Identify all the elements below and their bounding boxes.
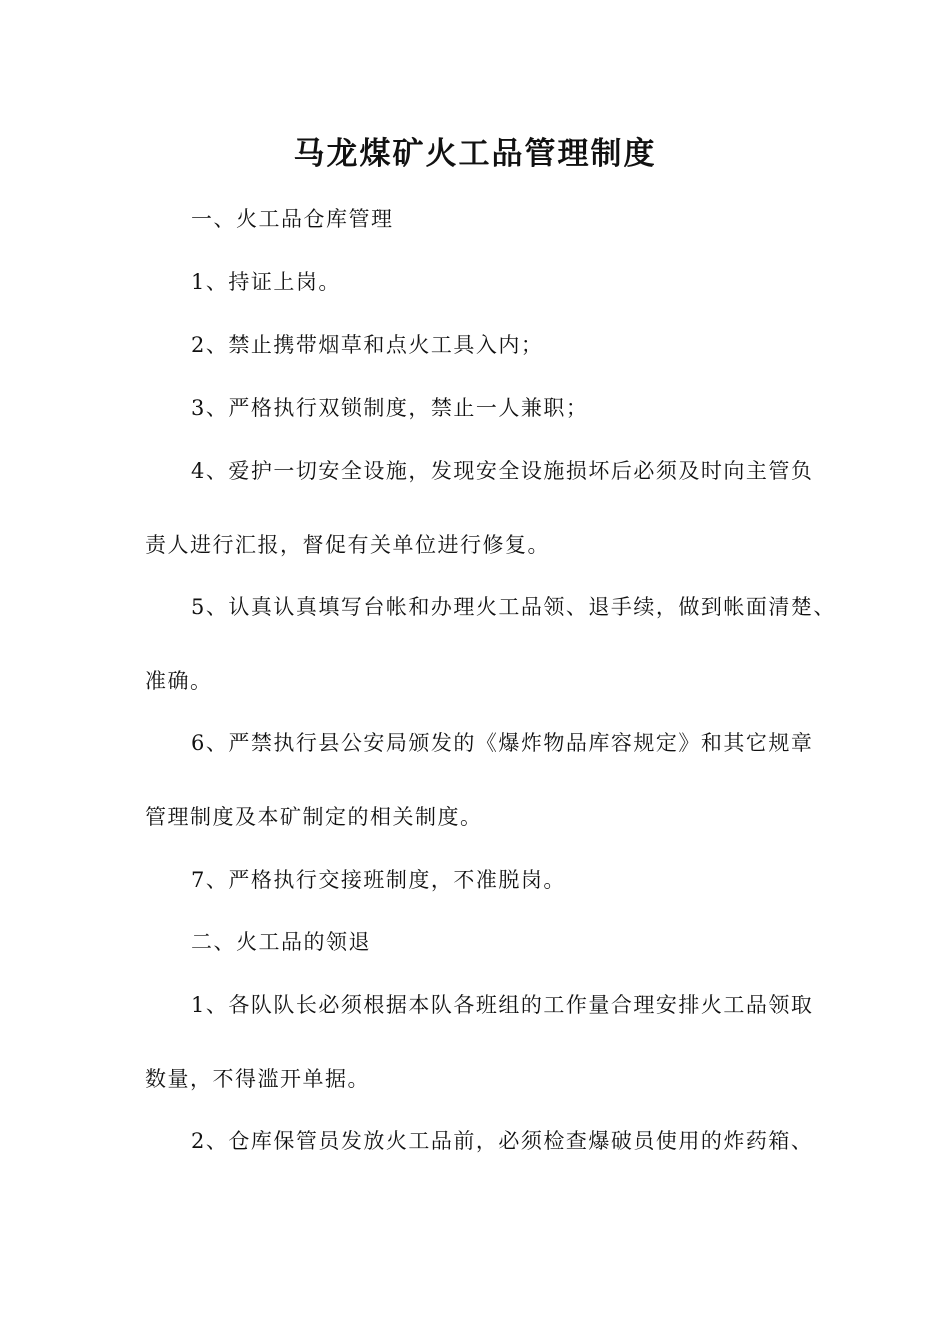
paragraph-line: 4、爱护一切安全设施，发现安全设施损坏后必须及时向主管负 [191,459,814,483]
paragraph-line: 准确。 [145,669,213,693]
paragraph-line: 2、禁止携带烟草和点火工具入内； [191,333,544,357]
paragraph-line: 管理制度及本矿制定的相关制度。 [145,805,483,829]
paragraph-line: 数量，不得滥开单据。 [145,1067,370,1091]
paragraph-line: 责人进行汇报，督促有关单位进行修复。 [145,533,550,557]
paragraph-line: 2、仓库保管员发放火工品前，必须检查爆破员使用的炸药箱、 [191,1129,814,1153]
document-title: 马龙煤矿火工品管理制度 [293,136,657,172]
section-heading-1: 一、火工品仓库管理 [191,207,394,231]
section-heading-2: 二、火工品的领退 [191,930,371,954]
paragraph-line: 7、严格执行交接班制度，不准脱岗。 [191,868,566,892]
paragraph-line: 1、各队队长必须根据本队各班组的工作量合理安排火工品领取 [191,993,814,1017]
paragraph-line: 3、严格执行双锁制度，禁止一人兼职； [191,396,589,420]
paragraph-line: 5、认真认真填写台帐和办理火工品领、退手续，做到帐面清楚、 [191,595,836,619]
paragraph-line: 6、严禁执行县公安局颁发的《爆炸物品库容规定》和其它规章 [191,731,814,755]
paragraph-line: 1、持证上岗。 [191,270,341,294]
